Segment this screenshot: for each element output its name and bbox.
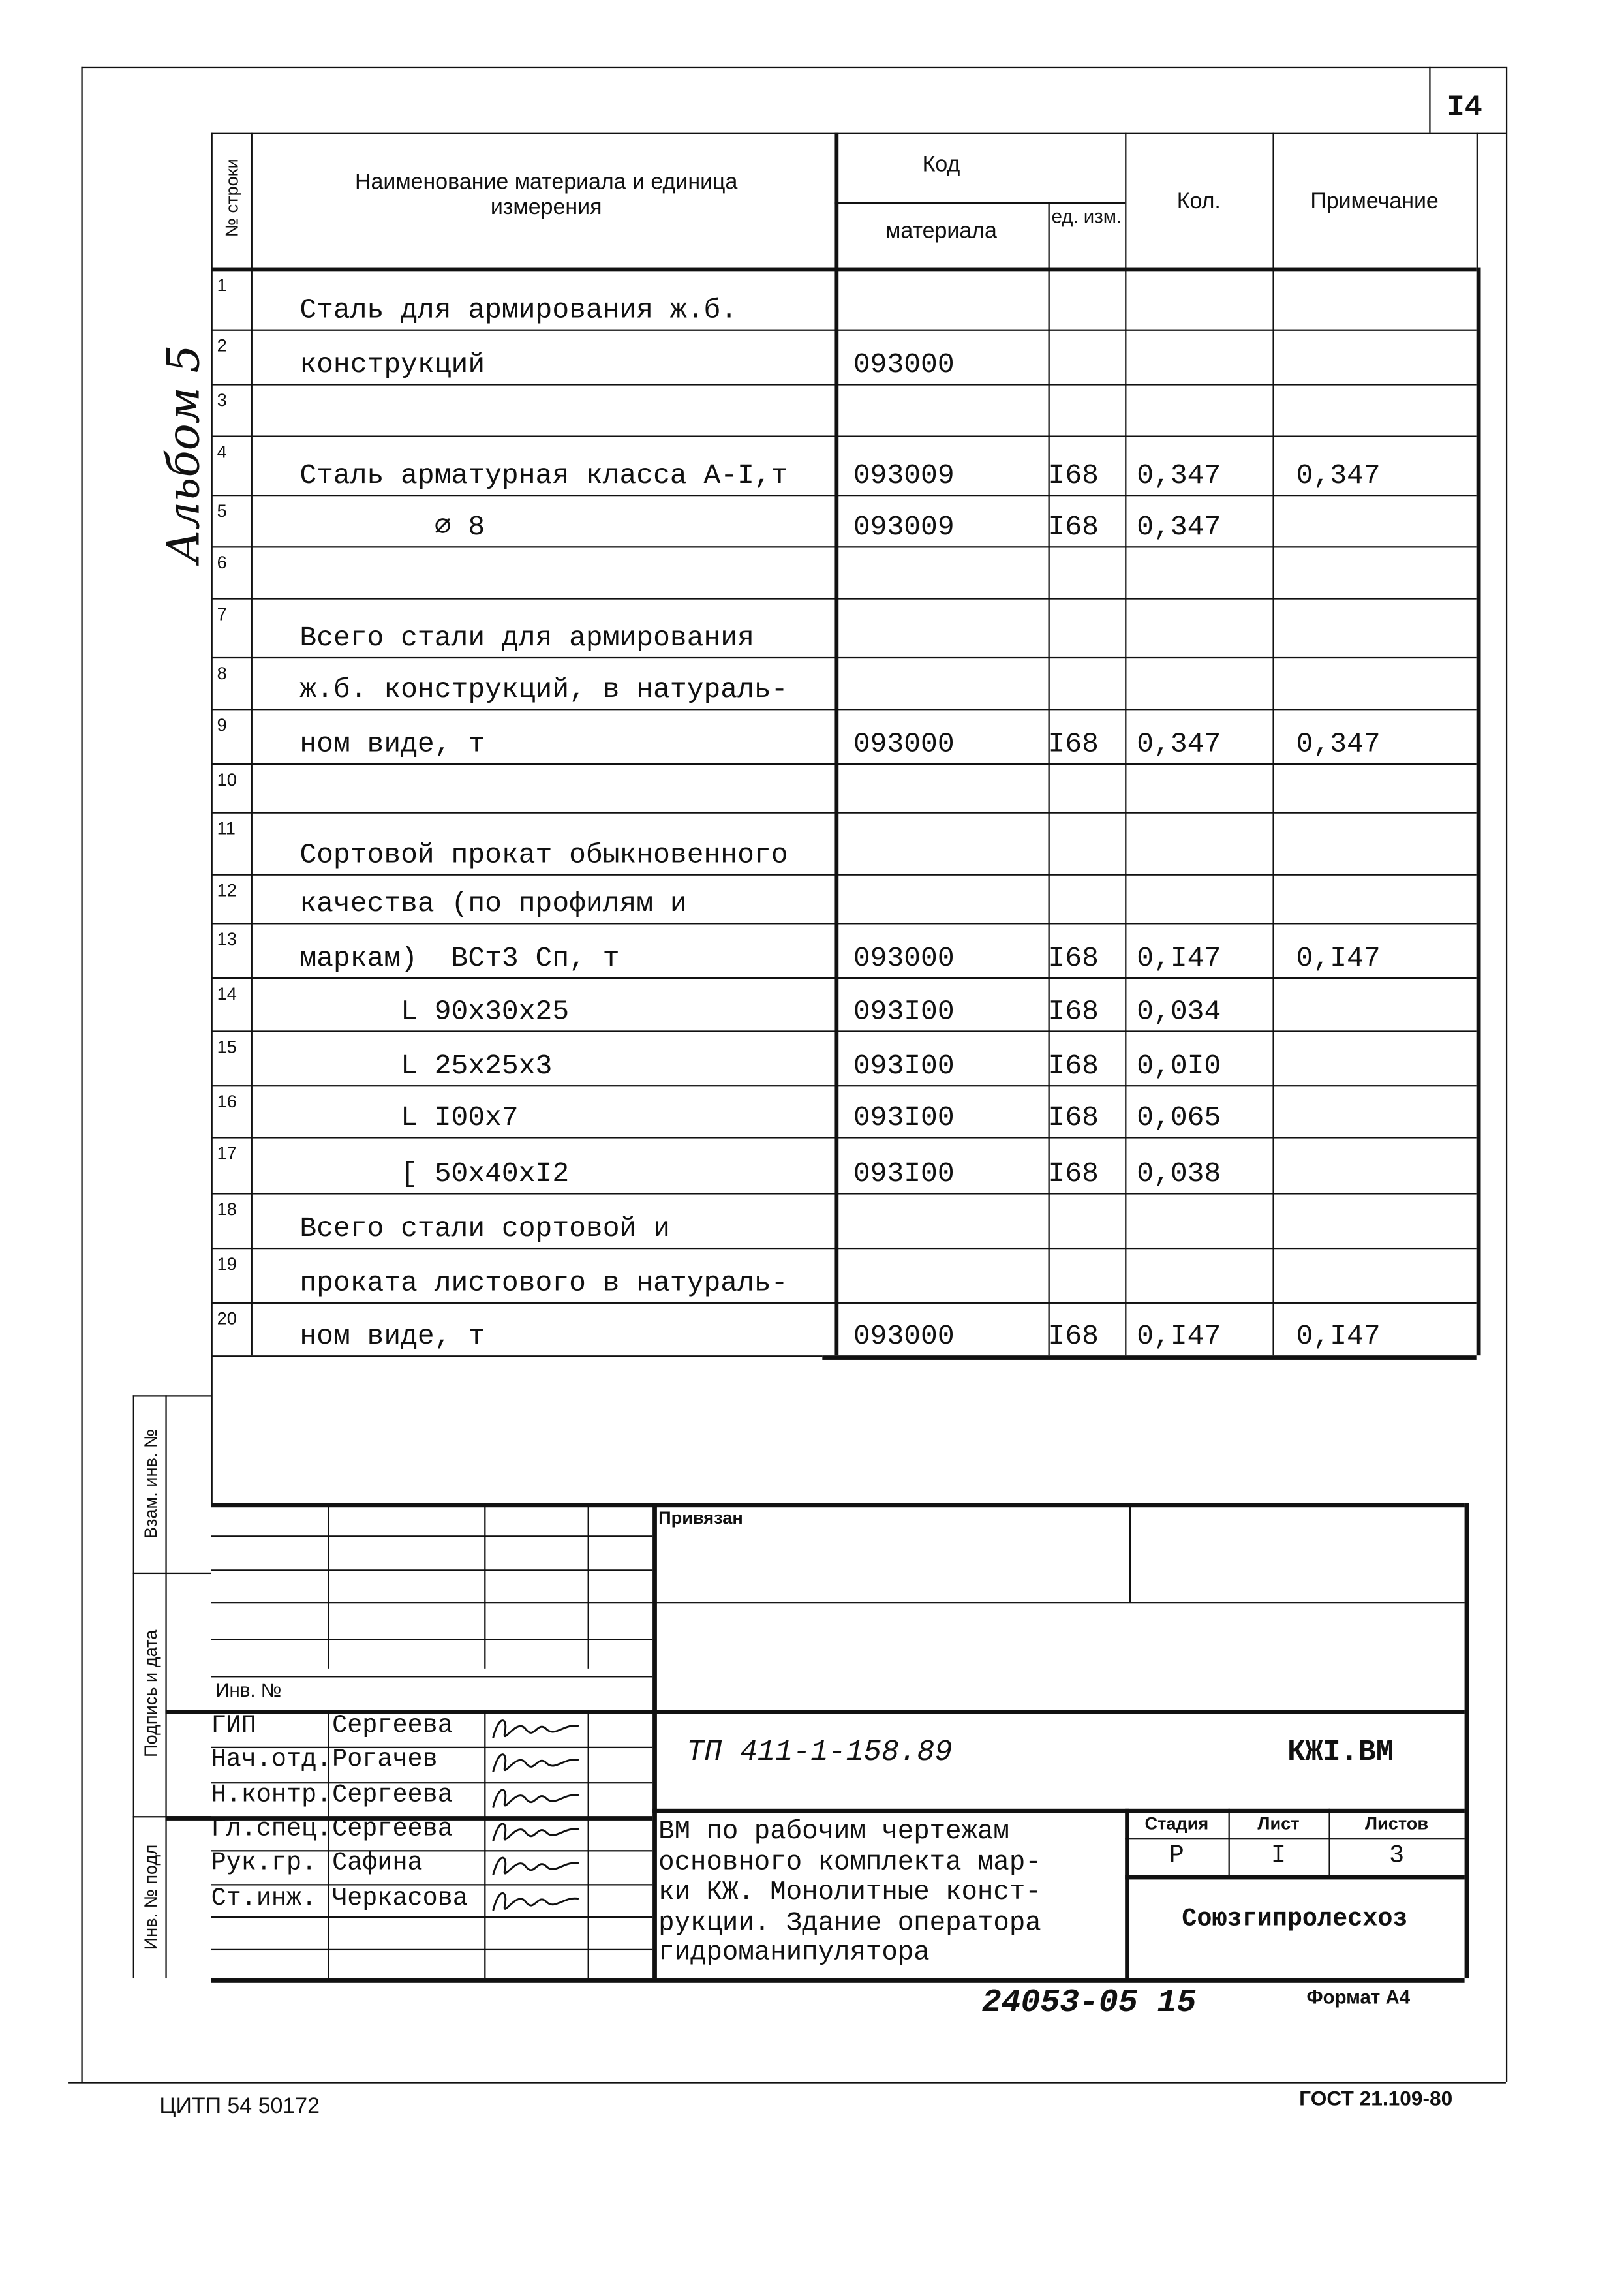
row-note: 0,347: [1296, 728, 1381, 761]
row-qty: 0,065: [1137, 1101, 1221, 1134]
stage-label: Стадия: [1144, 1813, 1209, 1834]
row-code: 093000: [853, 1319, 955, 1353]
header-name: Наименование материала и единица измерения: [355, 170, 738, 221]
signatory-role: ГИП: [211, 1712, 256, 1741]
header-unit: ед. изм.: [1051, 205, 1122, 228]
signatory-name: Черкасова: [332, 1885, 468, 1913]
row-code: 093000: [853, 348, 955, 381]
row-qty: 0,347: [1137, 510, 1221, 544]
row-name: [ 50x40xI2: [299, 1157, 570, 1190]
row-qty: 0,034: [1137, 995, 1221, 1028]
header-row-no: № строки: [221, 159, 243, 238]
row-qty: 0,I47: [1137, 1319, 1221, 1353]
row-unit: I68: [1048, 942, 1099, 975]
row-number: 10: [217, 769, 237, 790]
row-code: 093000: [853, 728, 955, 761]
signatory-name: Сергеева: [332, 1712, 453, 1741]
row-name: ном виде, т: [299, 728, 485, 761]
signatory-name: Рогачев: [332, 1747, 438, 1776]
row-unit: I68: [1048, 1049, 1099, 1083]
row-number: 17: [217, 1143, 237, 1164]
inventory-number: 24053-05 15: [981, 1984, 1197, 2022]
header-material: материала: [885, 218, 997, 244]
row-qty: 0,0I0: [1137, 1049, 1221, 1083]
sheet-value: I: [1270, 1842, 1287, 1871]
sheet-number: I4: [1447, 91, 1482, 126]
row-unit: I68: [1048, 995, 1099, 1028]
row-name: проката листового в натураль-: [299, 1267, 788, 1300]
description-line: гидроманипулятора: [658, 1938, 930, 1969]
signatory-name: Сафина: [332, 1850, 423, 1879]
row-code: 093I00: [853, 1101, 955, 1134]
row-note: 0,I47: [1296, 942, 1381, 975]
row-code: 093009: [853, 510, 955, 544]
row-number: 13: [217, 929, 237, 949]
side-label-sign-date: Подпись и дата: [140, 1629, 161, 1757]
row-code: 093009: [853, 459, 955, 492]
doc-mark: КЖI.ВМ: [1287, 1736, 1394, 1770]
row-number: 7: [217, 604, 227, 625]
row-qty: 0,038: [1137, 1157, 1221, 1190]
row-number: 4: [217, 441, 227, 463]
sheets-value: 3: [1388, 1842, 1405, 1871]
signature-icon: [487, 1711, 588, 1744]
organization: Союзгипролесхоз: [1182, 1906, 1408, 1935]
row-name: Всего стали сортовой и: [299, 1212, 670, 1245]
printer-code: ЦИТП 54 50172: [159, 2093, 320, 2119]
side-label-inv-orig: Инв. № подл: [140, 1844, 161, 1950]
row-code: 093000: [853, 942, 955, 975]
format-label: Формат А4: [1306, 1986, 1411, 2008]
signatory-name: Сергеева: [332, 1815, 453, 1844]
row-code: 093I00: [853, 1157, 955, 1190]
row-name: конструкций: [299, 348, 485, 381]
inv-no-label: Инв. №: [215, 1678, 282, 1701]
row-qty: 0,347: [1137, 728, 1221, 761]
signature-icon: [487, 1849, 588, 1881]
signatory-role: Гл.спец.: [211, 1815, 332, 1844]
row-name: Сталь арматурная класса А-I,т: [299, 459, 788, 492]
signature-icon: [487, 1746, 588, 1778]
signatory-role: Нач.отд.: [211, 1747, 332, 1776]
row-unit: I68: [1048, 459, 1099, 492]
header-qty: Кол.: [1176, 189, 1221, 215]
row-note: 0,347: [1296, 459, 1381, 492]
row-qty: 0,347: [1137, 459, 1221, 492]
row-qty: 0,I47: [1137, 942, 1221, 975]
row-name: ном виде, т: [299, 1319, 485, 1353]
header-note: Примечание: [1310, 189, 1439, 215]
row-unit: I68: [1048, 1101, 1099, 1134]
bound-label: Привязан: [658, 1507, 743, 1528]
sheet-label: Лист: [1257, 1813, 1300, 1834]
row-number: 9: [217, 715, 227, 735]
signatory-role: Рук.гр.: [211, 1850, 317, 1879]
row-name: Сталь для армирования ж.б.: [299, 294, 738, 327]
signatory-role: Ст.инж.: [211, 1885, 317, 1913]
row-name: Сортовой прокат обыкновенного: [299, 839, 788, 871]
row-number: 1: [217, 274, 227, 296]
row-name: ж.б. конструкций, в натураль-: [299, 673, 788, 706]
row-number: 12: [217, 880, 237, 901]
row-number: 14: [217, 983, 237, 1004]
row-name: маркам) ВСт3 Сп, т: [299, 942, 620, 975]
row-number: 19: [217, 1254, 237, 1274]
row-name: качества (по профилям и: [299, 887, 687, 920]
row-unit: I68: [1048, 1319, 1099, 1353]
row-number: 11: [217, 818, 236, 839]
signature-icon: [487, 1815, 588, 1847]
row-name: Всего стали для армирования: [299, 621, 754, 654]
row-unit: I68: [1048, 1157, 1099, 1190]
row-number: 8: [217, 662, 227, 684]
row-name: L 25x25x3: [299, 1049, 553, 1083]
row-name: L 90x30x25: [299, 995, 570, 1028]
signature-icon: [487, 1780, 588, 1813]
description-line: ки КЖ. Монолитные конст-: [658, 1878, 1041, 1908]
row-name: ⌀ 8: [299, 510, 485, 544]
row-number: 16: [217, 1091, 237, 1112]
row-name: L I00x7: [299, 1101, 519, 1134]
album-note: Альбом 5: [159, 345, 211, 564]
description-line: рукции. Здание оператора: [658, 1908, 1041, 1938]
signature-icon: [487, 1883, 588, 1916]
row-number: 2: [217, 335, 227, 356]
sheets-label: Листов: [1364, 1813, 1429, 1834]
row-unit: I68: [1048, 728, 1099, 761]
description-line: основного комплекта мар-: [658, 1847, 1041, 1878]
row-code: 093I00: [853, 995, 955, 1028]
signatory-name: Сергеева: [332, 1781, 453, 1810]
row-note: 0,I47: [1296, 1319, 1381, 1353]
doc-code: ТП 411-1-158.89: [686, 1736, 953, 1770]
gost-reference: ГОСТ 21.109-80: [1299, 2086, 1453, 2110]
description-line: ВМ по рабочим чертежам: [658, 1817, 1009, 1847]
row-number: 3: [217, 390, 227, 411]
row-number: 6: [217, 552, 227, 573]
row-unit: I68: [1048, 510, 1099, 544]
row-number: 5: [217, 500, 227, 521]
header-code: Код: [922, 152, 960, 177]
row-number: 20: [217, 1308, 237, 1329]
stage-value: Р: [1169, 1842, 1184, 1871]
signatory-role: Н.контр.: [211, 1781, 332, 1810]
row-number: 18: [217, 1199, 237, 1220]
row-number: 15: [217, 1036, 237, 1058]
row-code: 093I00: [853, 1049, 955, 1083]
side-label-replace: Взам. инв. №: [140, 1428, 161, 1539]
